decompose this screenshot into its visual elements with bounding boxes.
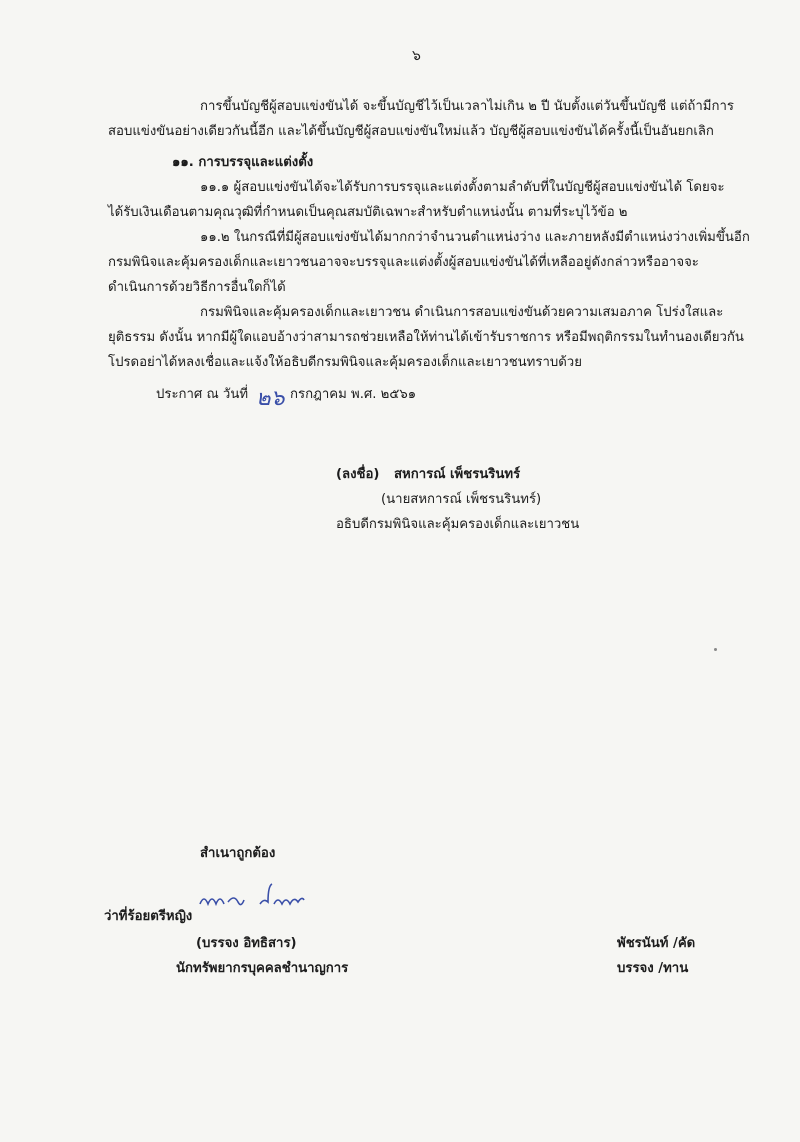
announce-date-prefix: ประกาศ ณ วันที่ — [156, 387, 249, 402]
section-11-1-line-2: ได้รับเงินเดือนตามคุณวุฒิที่กำหนดเป็นคุณสมบัติเฉพาะสำหรับตำแหน่งนั้น ตามที่ระบุไว้ข้อ ๒ — [108, 205, 628, 220]
copied-by: พัชรนันท์ /คัด — [617, 936, 696, 951]
section-11-1-line-1: ๑๑.๑ ผู้สอบแข่งขันได้จะได้รับการบรรจุและแต่งตั้งตามลำดับที่ในบัญชีผู้สอบแข่งขันได้ โดยจะ — [200, 180, 725, 195]
announce-date-day-handwritten: ๒๖ — [256, 386, 285, 411]
certifier-rank: ว่าที่ร้อยตรีหญิง — [104, 909, 193, 924]
handwritten-signature — [198, 880, 318, 914]
signed-label: (ลงชื่อ) — [336, 467, 380, 482]
announce-date-suffix: กรกฎาคม พ.ศ. ๒๕๖๑ — [290, 387, 417, 402]
section-11-2-line-2: กรมพินิจและคุ้มครองเด็กและเยาวชนอาจจะบรรจุและแต่งตั้งผู้สอบแข่งขันได้ที่เหลืออยู่ดังกล่าวหรืออาจจะ — [108, 255, 699, 270]
section-11-2-line-3: ดำเนินการด้วยวิธีการอื่นใดก็ได้ — [108, 280, 286, 295]
fairness-paragraph-line-3: โปรดอย่าได้หลงเชื่อและแจ้งให้อธิบดีกรมพินิจและคุ้มครองเด็กและเยาวชนทราบด้วย — [108, 355, 582, 370]
account-paragraph-line-1: การขึ้นบัญชีผู้สอบแข่งขันได้ จะขึ้นบัญชีไว้เป็นเวลาไม่เกิน ๒ ปี นับตั้งแต่วันขึ้นบัญชี แต่ถ้ามีการ — [200, 99, 734, 114]
section-11-heading: ๑๑. การบรรจุและแต่งตั้ง — [172, 155, 314, 170]
certified-copy-label: สำเนาถูกต้อง — [200, 846, 276, 861]
signatory-title: อธิบดีกรมพินิจและคุ้มครองเด็กและเยาวชน — [336, 517, 580, 532]
certifier-position: นักทรัพยากรบุคคลชำนาญการ — [176, 961, 349, 976]
account-paragraph-line-2: สอบแข่งขันอย่างเดียวกันนี้อีก และได้ขึ้นบัญชีผู้สอบแข่งขันใหม่แล้ว บัญชีผู้สอบแข่งขันได้ครั้งนี้เป็นอันยกเลิก — [108, 124, 714, 139]
page-number: ๖ — [412, 48, 421, 64]
signed-name: สหการณ์ เพ็ชรนรินทร์ — [394, 467, 521, 482]
fairness-paragraph-line-1: กรมพินิจและคุ้มครองเด็กและเยาวชน ดำเนินการสอบแข่งขันด้วยความเสมอภาค โปร่งใสและ — [200, 305, 724, 320]
section-11-2-line-1: ๑๑.๒ ในกรณีที่มีผู้สอบแข่งขันได้มากกว่าจำนวนตำแหน่งว่าง และภายหลังมีตำแหน่งว่างเพิ่มขึ้นอีก — [200, 230, 750, 245]
signatory-full-name: (นายสหการณ์ เพ็ชรนรินทร์) — [381, 492, 542, 507]
checked-by: บรรจง /ทาน — [617, 961, 689, 976]
fairness-paragraph-line-2: ยุติธรรม ดังนั้น หากมีผู้ใดแอบอ้างว่าสามารถช่วยเหลือให้ท่านได้เข้ารับราชการ หรือมีพฤติกรรมในทำนองเดียวกัน — [108, 330, 744, 345]
paper-speck — [714, 648, 717, 651]
certifier-name: (บรรจง อิทธิสาร) — [196, 936, 297, 951]
